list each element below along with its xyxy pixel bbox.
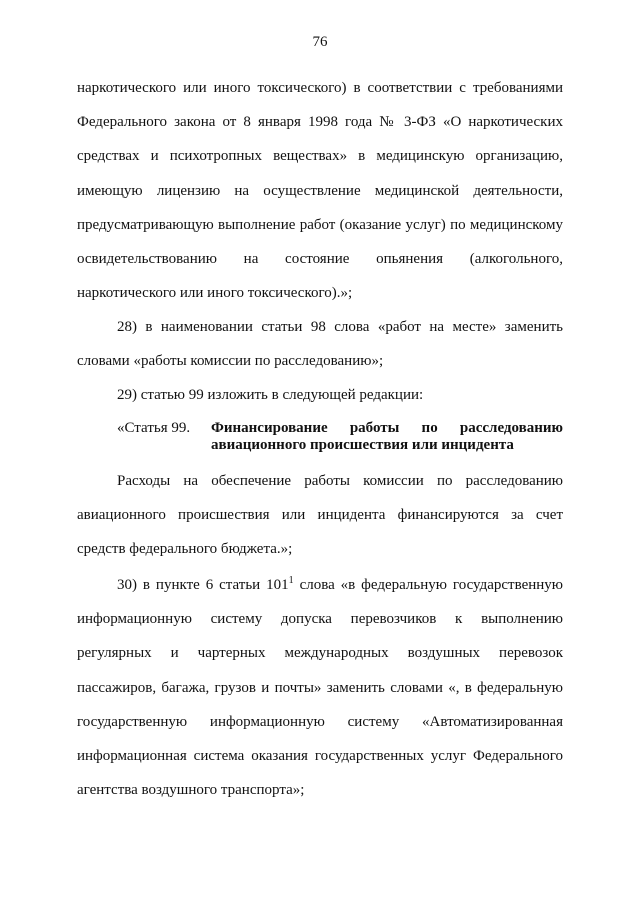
article-title-line: авиационного происшествия или инцидента — [211, 437, 514, 453]
text-line: Федерального закона от 8 января 1998 года № 3-ФЗ «О наркотических — [77, 114, 563, 131]
article-title — [211, 420, 563, 454]
text-line — [77, 568, 563, 602]
text-line: словами «работы комиссии по расследованию»; — [77, 353, 384, 370]
text-line: авиационного происшествия или инцидента финансируются за счет — [77, 507, 563, 524]
paragraph-continuation — [77, 71, 563, 310]
superscript: 1 — [288, 575, 294, 586]
text-line: агентства воздушного транспорта»; — [77, 782, 305, 799]
text-line: информационную систему допуска перевозчиков к выполнению — [77, 611, 563, 628]
article-body — [77, 464, 563, 567]
article-title-line: Финансирование работы по расследованию — [211, 420, 563, 436]
page-number: 76 — [312, 34, 328, 50]
text-line: 28) в наименовании статьи 98 слова «работ на месте» заменить — [117, 319, 563, 335]
text-line: наркотического или иного токсического) в соответствии с требованиями — [77, 80, 563, 96]
paragraph-item-28 — [77, 310, 563, 378]
paragraph-item-29 — [117, 378, 563, 412]
text-line: информационная система оказания государственных услуг Федерального — [77, 748, 563, 765]
text-fragment: слова «в федеральную государственную — [293, 577, 563, 593]
text-line: средствах и психотропных веществах» в медицинскую организацию, — [77, 148, 563, 165]
text-line: Расходы на обеспечение работы комиссии по расследованию — [117, 473, 563, 489]
text-line: регулярных и чартерных международных воздушных перевозок — [77, 645, 563, 662]
text-line: предусматривающую выполнение работ (оказание услуг) по медицинскому — [77, 216, 563, 233]
paragraph-item-30 — [77, 568, 563, 807]
text-line: государственную информационную систему «Автоматизированная — [77, 713, 563, 730]
text-line: 29) статью 99 изложить в следующей редакции: — [117, 387, 424, 403]
text-fragment: 30) в пункте 6 статьи 101 — [117, 577, 289, 593]
article-number: «Статья 99. — [117, 420, 191, 436]
text-line: освидетельствованию на состояние опьянения (алкогольного, — [77, 251, 563, 268]
text-line: средств федерального бюджета.»; — [77, 541, 293, 558]
text-line: имеющую лицензию на осуществление медицинской деятельности, — [77, 182, 563, 199]
text-line: пассажиров, багажа, грузов и почты» заменить словами «, в федеральную — [77, 679, 563, 696]
text-line: наркотического или иного токсического).»; — [77, 285, 353, 302]
